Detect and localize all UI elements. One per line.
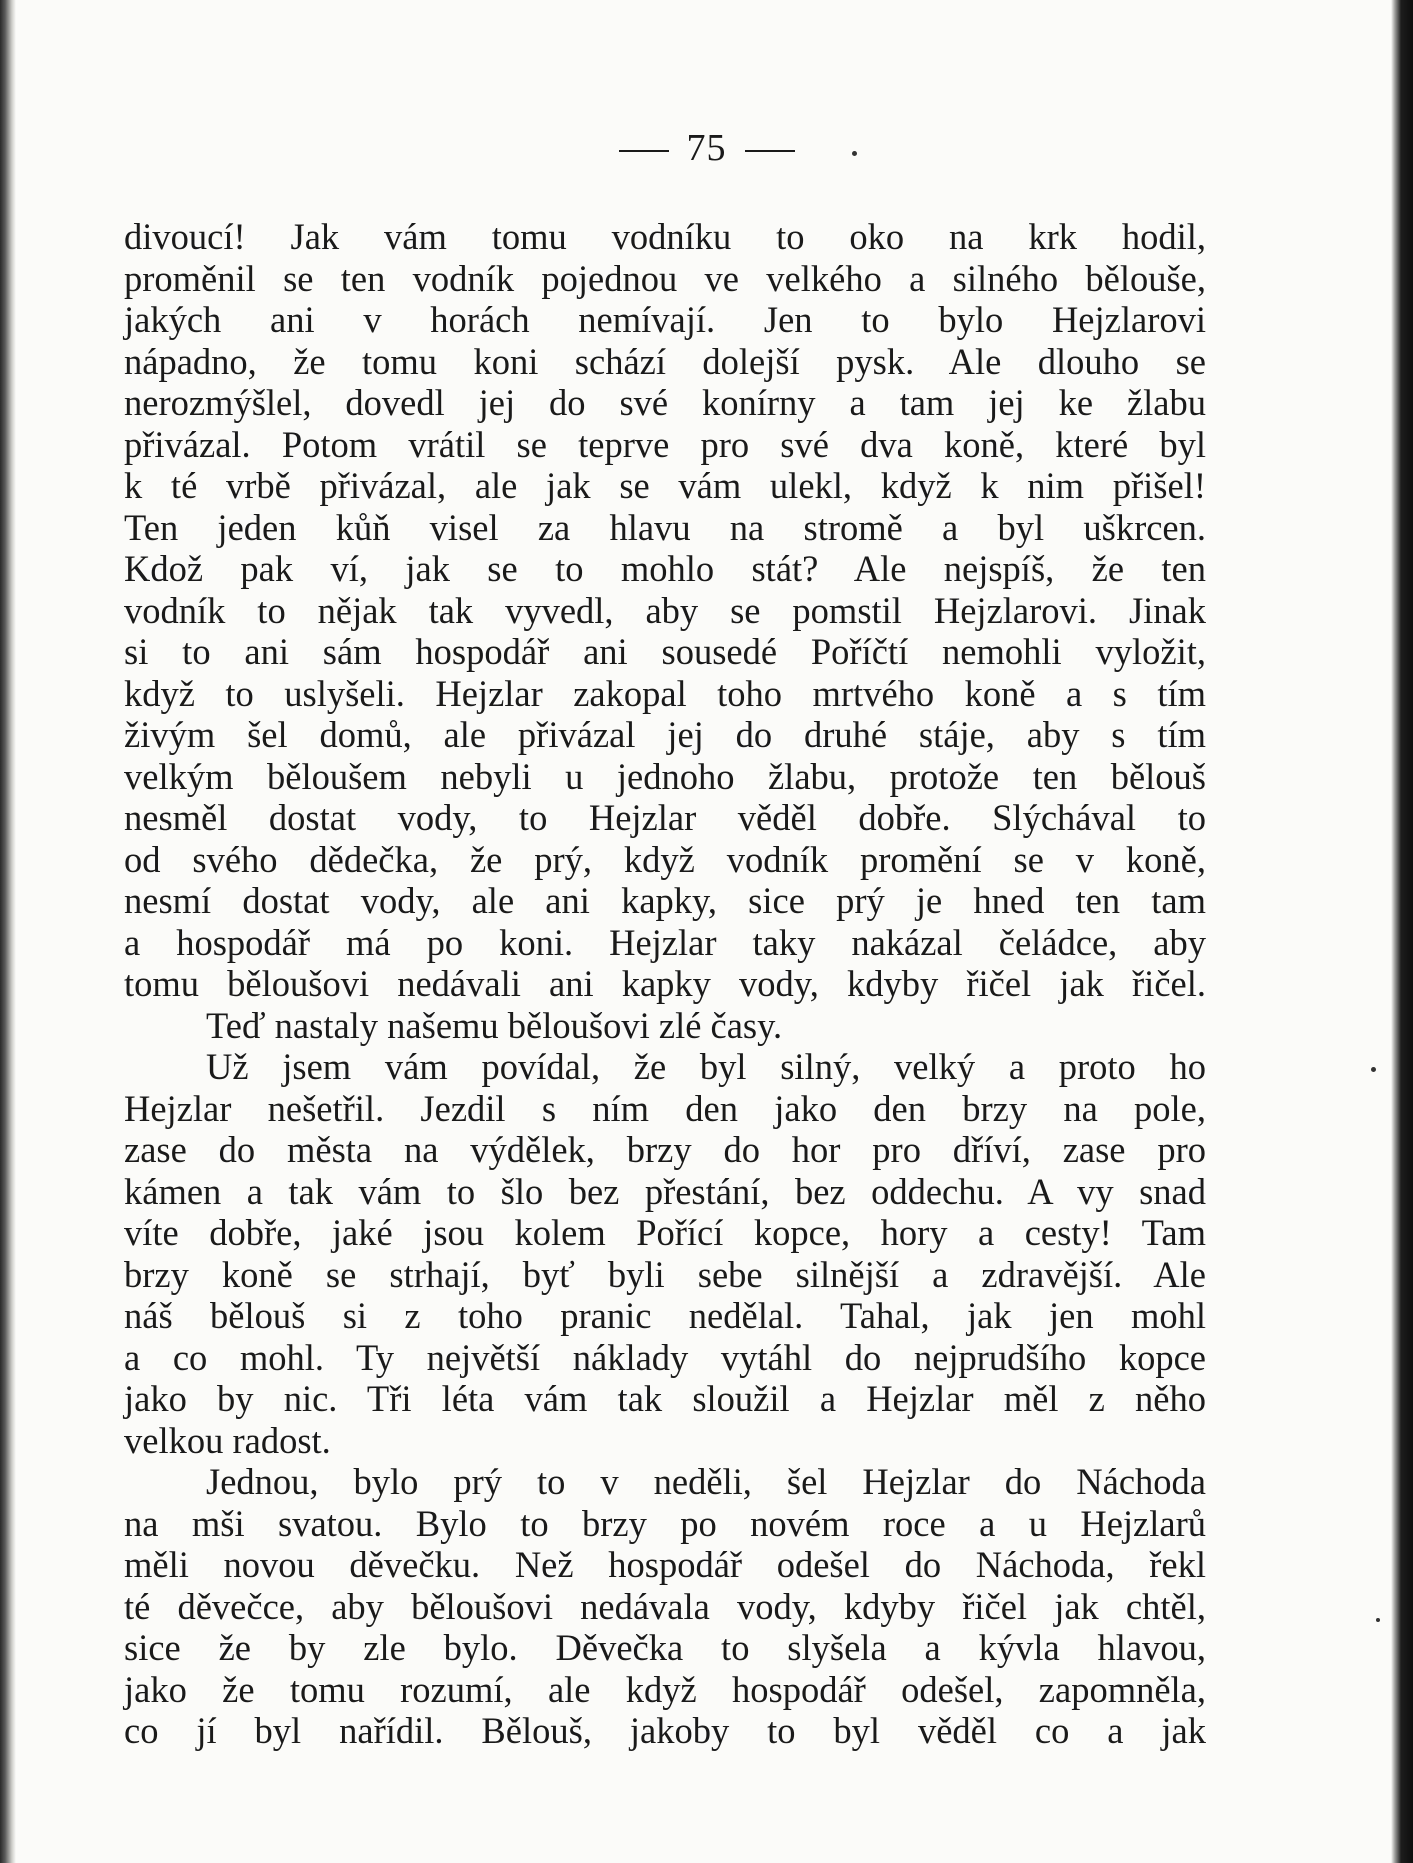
text-line: a hospodář má po koni. Hejzlar taky nakázal čeládce, aby — [124, 921, 1206, 963]
text-line: co jí byl nařídil. Bělouš, jakoby to byl věděl co a jak — [124, 1710, 1206, 1751]
text-line: vodník to nějak tak vyvedl, aby se pomstil Hejzlarovi. Jinak — [124, 589, 1206, 631]
text-line: k té vrbě přivázal, ale jak se vám ulekl, když k nim přišel! — [124, 465, 1206, 506]
text-line: sice že by zle bylo. Děvečka to slyšela a kývla hlavou, — [124, 1627, 1206, 1668]
print-speck — [1376, 1618, 1380, 1622]
text-line: proměnil se ten vodník pojednou ve velkého a silného bělouše, — [124, 257, 1206, 299]
text-line: velkou radost. — [124, 1419, 331, 1461]
text-line: jako že tomu rozumí, ale když hospodář odešel, zapomněla, — [124, 1668, 1206, 1710]
page-number-value: 75 — [686, 127, 727, 169]
text-line: brzy koně se strhají, byť byli sebe silnější a zdravější. Ale — [124, 1253, 1206, 1295]
text-line: nesmí dostat vody, ale ani kapky, sice prý je hned ten tam — [124, 880, 1206, 921]
text-line: Kdož pak ví, jak se to mohlo stát? Ale nejspíš, že ten — [124, 548, 1206, 589]
text-line: náš bělouš si z toho pranic nedělal. Tahal, jak jen mohl — [124, 1295, 1206, 1336]
text-line: Hejzlar nešetřil. Jezdil s ním den jako den brzy na pole, — [124, 1087, 1206, 1129]
text-line: Jednou, bylo prý to v neděli, šel Hejzlar do Náchoda — [206, 1461, 1206, 1502]
page-edge — [1391, 0, 1413, 1863]
text-line: kámen a tak vám to šlo bez přestání, bez oddechu. A vy snad — [124, 1170, 1206, 1212]
text-line: si to ani sám hospodář ani sousedé Poříčtí nemohli vyložit, — [124, 631, 1206, 672]
text-line: Ten jeden kůň visel za hlavu na stromě a byl uškrcen. — [124, 506, 1206, 548]
text-line: divoucí! Jak vám tomu vodníku to oko na krk hodil, — [124, 216, 1206, 257]
dash-right — [745, 150, 795, 152]
binding-shadow — [0, 0, 16, 1863]
text-line: měli novou děvečku. Než hospodář odešel do Náchoda, řekl — [124, 1544, 1206, 1585]
text-line: od svého dědečka, že prý, když vodník promění se v koně, — [124, 838, 1206, 880]
body-text — [124, 216, 1206, 1752]
page-number — [0, 128, 1413, 168]
text-line: velkým běloušem nebyli u jednoho žlabu, protože ten bělouš — [124, 755, 1206, 797]
print-speck — [1371, 1067, 1376, 1072]
text-line: té děvečce, aby běloušovi nedávala vody, kdyby řičel jak chtěl, — [124, 1585, 1206, 1627]
text-line: víte dobře, jaké jsou kolem Pořící kopce, hory a cesty! Tam — [124, 1212, 1206, 1253]
print-speck — [852, 151, 857, 156]
text-line: živým šel domů, ale přivázal jej do druhé stáje, aby s tím — [124, 714, 1206, 755]
text-line: nesměl dostat vody, to Hejzlar věděl dobře. Slýchával to — [124, 797, 1206, 838]
text-line: jako by nic. Tři léta vám tak sloužil a Hejzlar měl z něho — [124, 1378, 1206, 1419]
text-line: nápadno, že tomu koni schází dolejší pysk. Ale dlouho se — [124, 340, 1206, 382]
text-line: na mši svatou. Bylo to brzy po novém roce a u Hejzlarů — [124, 1502, 1206, 1544]
text-line: jakých ani v horách nemívají. Jen to bylo Hejzlarovi — [124, 299, 1206, 340]
text-line: a co mohl. Ty největší náklady vytáhl do nejprudšího kopce — [124, 1336, 1206, 1378]
text-line: přivázal. Potom vrátil se teprve pro své dva koně, které byl — [124, 423, 1206, 465]
dash-left — [619, 150, 669, 152]
text-line: Už jsem vám povídal, že byl silný, velký a proto ho — [206, 1046, 1206, 1087]
text-line: Teď nastaly našemu běloušovi zlé časy. — [206, 1004, 783, 1046]
text-line: nerozmýšlel, dovedl jej do své konírny a tam jej ke žlabu — [124, 382, 1206, 423]
text-line: tomu běloušovi nedávali ani kapky vody, kdyby řičel jak řičel. — [124, 963, 1206, 1004]
text-line: když to uslyšeli. Hejzlar zakopal toho mrtvého koně a s tím — [124, 672, 1206, 714]
text-line: zase do města na výdělek, brzy do hor pro dříví, zase pro — [124, 1129, 1206, 1170]
